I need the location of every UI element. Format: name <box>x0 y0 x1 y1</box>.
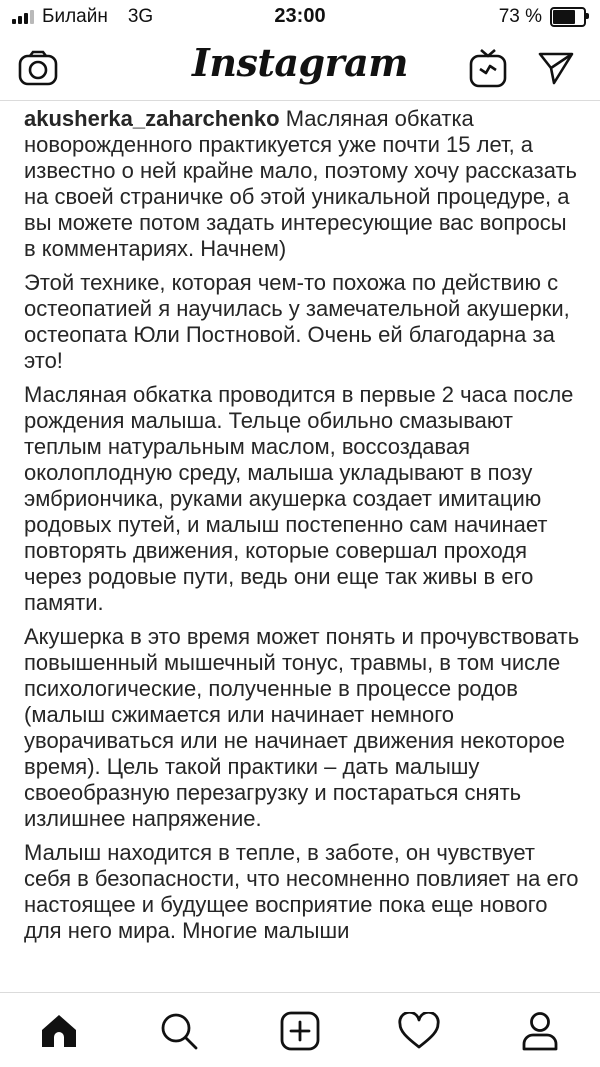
igtv-icon[interactable] <box>466 46 510 90</box>
direct-send-icon[interactable] <box>534 46 578 90</box>
caption-first-paragraph <box>24 106 580 262</box>
home-icon[interactable] <box>35 1007 83 1055</box>
battery-fill <box>553 10 575 24</box>
header-divider <box>0 100 600 101</box>
battery-percent: 73 % <box>498 6 542 27</box>
caption-paragraph: Масляная обкатка проводится в первые 2 часа после рождения малыша. Тельце обильно смазывают теплым натуральным маслом, воссоздавая околоплодную среду, малыша укладывают в позу эмбриончика, руками акушерка создает имитацию родовых путей, и малыш постепенно сам начинает повторять движения, которые совершал проходя через родовые пути, ведь они еще так живы в его памяти. <box>24 382 574 615</box>
post-username[interactable]: akusherka_zaharchenko <box>24 106 280 131</box>
caption-paragraph: Этой технике, которая чем-то похожа по действию с остеопатией я научилась у замечательной акушерки, остеопата Юли Постновой. Очень ей благодарна за это! <box>24 270 570 373</box>
carrier-name: Билайн <box>42 6 108 27</box>
top-nav-bar <box>0 36 600 100</box>
caption-paragraph: Малыш находится в тепле, в заботе, он чувствует себя в безопасности, что несомненно повлияет на его настоящее и будущее восприятие пока еще нового для него мира. Многие малыши <box>24 840 579 943</box>
status-bar <box>0 0 600 36</box>
network-type: 3G <box>127 6 154 27</box>
bottom-tab-bar <box>0 992 600 1067</box>
status-right <box>499 6 586 28</box>
battery-icon <box>550 7 586 27</box>
instagram-logo: Instagram <box>192 40 408 85</box>
caption-paragraph: Акушерка в это время может понять и прочувствовать повышенный мышечный тонус, травмы, в том числе психологические, полученные в процессе родов (малыш сжимается или начинает немного уворачиваться или не начинает движения некоторое время). Цель такой практики – дать малышу своеобразную перезагрузку и постараться снять излишнее напряжение. <box>24 624 580 831</box>
clock: 23:00 <box>274 5 326 27</box>
profile-icon[interactable] <box>516 1007 564 1055</box>
add-post-icon[interactable] <box>276 1007 324 1055</box>
post-caption <box>24 106 580 990</box>
caption-text: Масляная обкатка новорожденного практикуется уже почти 15 лет, а известно о ней крайне мало, поэтому хочу рассказать на своей страничке об этой уникальной процедуре, а вы можете потом задать интересующие вас вопросы в комментариях. Начнем) <box>24 106 578 261</box>
search-icon[interactable] <box>155 1007 203 1055</box>
heart-icon[interactable] <box>395 1007 443 1055</box>
